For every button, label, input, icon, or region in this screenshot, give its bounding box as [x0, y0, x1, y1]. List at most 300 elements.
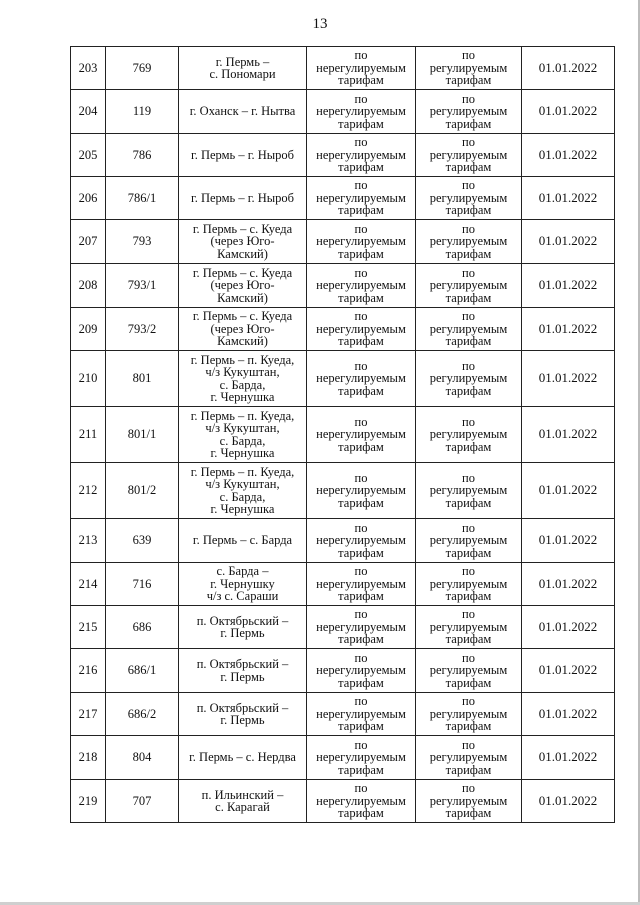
cell-line: регулируемым [429, 278, 508, 293]
cell-text: 218 [78, 750, 98, 765]
cell-line: г. Пермь [220, 626, 265, 640]
tariff-cell [416, 351, 522, 407]
cell-line: ч/з Кукуштан, [205, 365, 280, 379]
cell-line: с. Карагай [215, 800, 270, 814]
cell-line: тарифам [338, 439, 384, 454]
cell-text: 01.01.2022 [538, 320, 598, 336]
cell-line: по [462, 309, 475, 324]
cell-line: тарифам [445, 246, 492, 261]
cell-line: нерегулируемым [316, 576, 406, 591]
cell-line: с. Барда, [219, 377, 266, 392]
cell-line: нерегулируемым [316, 278, 406, 293]
date-cell [522, 134, 615, 177]
cell-line: п. Октябрьский – [196, 613, 289, 628]
cell-line: тарифам [338, 383, 384, 398]
route-path-cell [179, 780, 307, 823]
cell-line: нерегулируемым [316, 104, 406, 119]
cell-line: тарифам [445, 495, 492, 510]
route-path-cell [179, 463, 307, 519]
date-cell [522, 308, 615, 351]
cell-line: тарифам [338, 762, 384, 777]
row-number-cell [71, 407, 106, 463]
cell-line: регулируемым [429, 104, 508, 119]
tariff-cell [307, 308, 416, 351]
cell-line: тарифам [445, 290, 492, 305]
cell-line: тарифам [445, 632, 492, 647]
row-number-cell [71, 47, 106, 90]
cell-text: 01.01.2022 [538, 103, 598, 119]
cell-text: 216 [78, 663, 98, 678]
cell-text: 786/1 [127, 190, 157, 205]
cell-text: 207 [78, 234, 98, 249]
tariff-cell [416, 780, 522, 823]
cell-text: 01.01.2022 [538, 705, 598, 721]
cell-line: регулируемым [429, 60, 508, 75]
tariff-cell [416, 649, 522, 693]
cell-line: по [354, 221, 368, 236]
cell-line: по [354, 694, 368, 709]
cell-line: нерегулируемым [316, 147, 406, 162]
cell-line: с. Барда, [219, 489, 266, 504]
cell-line: тарифам [338, 806, 384, 821]
cell-line: нерегулируемым [316, 60, 406, 75]
cell-line: по [354, 91, 368, 106]
cell-text: 208 [78, 278, 98, 293]
tariff-cell [416, 308, 522, 351]
cell-line: тарифам [445, 545, 492, 560]
cell-line: регулируемым [429, 190, 508, 205]
cell-text: 769 [132, 60, 152, 75]
cell-line: по [354, 564, 368, 579]
table-row [71, 308, 615, 351]
cell-line: по [462, 414, 475, 429]
cell-text: 801 [132, 371, 152, 386]
cell-line: по [462, 178, 475, 193]
cell-text: 793 [132, 234, 152, 249]
tariff-cell [416, 519, 522, 563]
cell-line: по [354, 650, 368, 665]
cell-text: 01.01.2022 [538, 277, 598, 293]
cell-line: по [462, 737, 475, 752]
cell-line: нерегулируемым [316, 706, 406, 721]
cell-line: нерегулируемым [316, 750, 406, 765]
cell-line: нерегулируемым [316, 321, 406, 336]
route-path-cell [179, 606, 307, 649]
table-row [71, 220, 615, 264]
route-path-cell [179, 736, 307, 780]
cell-line: по [462, 520, 475, 535]
tariff-cell [307, 134, 416, 177]
cell-text: 01.01.2022 [538, 749, 598, 765]
cell-line: г. Пермь – с. Барда [192, 533, 293, 548]
cell-line: нерегулируемым [316, 533, 406, 548]
cell-line: тарифам [338, 334, 384, 349]
tariff-cell [416, 134, 522, 177]
cell-text: 01.01.2022 [538, 189, 598, 205]
date-cell [522, 780, 615, 823]
tariff-cell [307, 351, 416, 407]
cell-line: по [354, 178, 368, 193]
cell-line: регулируемым [429, 619, 508, 634]
date-cell [522, 47, 615, 90]
cell-line: г. Пермь – с. Нердва [189, 750, 296, 765]
date-cell [522, 351, 615, 407]
route-number-cell [106, 134, 179, 177]
row-number-cell [71, 351, 106, 407]
cell-text: 01.01.2022 [538, 532, 598, 548]
tariff-cell [416, 90, 522, 134]
cell-line: г. Пермь – п. Куеда, [190, 464, 295, 479]
cell-line: по [354, 309, 368, 324]
table-row [71, 90, 615, 134]
tariff-cell [307, 177, 416, 220]
cell-line: регулируемым [429, 321, 508, 336]
cell-line: тарифам [445, 203, 492, 218]
cell-line: тарифам [445, 116, 492, 131]
row-number-cell [71, 264, 106, 308]
cell-line: п. Октябрьский – [196, 657, 289, 671]
table-row [71, 693, 615, 736]
cell-line: с. Барда, [219, 433, 266, 448]
table-row [71, 780, 615, 823]
cell-line: по [354, 520, 368, 535]
date-cell [522, 736, 615, 780]
cell-line: (через Юго- [210, 234, 275, 249]
table-row [71, 649, 615, 693]
cell-line: ч/з Кукуштан, [205, 421, 280, 435]
route-number-cell [106, 563, 179, 606]
cell-text: 213 [78, 533, 98, 548]
cell-line: регулируемым [429, 706, 508, 721]
tariff-cell [416, 563, 522, 606]
cell-text: 686/2 [127, 706, 157, 721]
route-path-cell [179, 134, 307, 177]
cell-line: тарифам [338, 203, 384, 218]
cell-line: г. Пермь – с. Куеда [192, 265, 293, 280]
cell-line: регулируемым [429, 576, 508, 591]
route-path-cell [179, 563, 307, 606]
tariff-cell [307, 519, 416, 563]
cell-line: нерегулируемым [316, 619, 406, 634]
date-cell [522, 649, 615, 693]
cell-line: г. Пермь – [215, 54, 270, 69]
cell-line: г. Пермь – с. Куеда [192, 309, 293, 324]
cell-line: по [462, 694, 475, 709]
row-number-cell [71, 134, 106, 177]
row-number-cell [71, 220, 106, 264]
table-row [71, 563, 615, 606]
route-number-cell [106, 780, 179, 823]
cell-line: г. Пермь – п. Куеда, [190, 408, 295, 423]
cell-line: нерегулируемым [316, 427, 406, 442]
cell-line: регулируемым [429, 483, 508, 498]
cell-line: г. Пермь [220, 669, 265, 684]
cell-line: Камский) [217, 290, 268, 305]
row-number-cell [71, 563, 106, 606]
cell-line: г. Чернушка [210, 446, 275, 460]
cell-text: 01.01.2022 [538, 482, 598, 498]
cell-line: тарифам [338, 116, 384, 131]
cell-line: по [354, 470, 368, 485]
row-number-cell [71, 177, 106, 220]
cell-line: с. Барда – [216, 564, 269, 579]
page-number: 13 [312, 16, 328, 32]
cell-line: по [354, 607, 368, 622]
cell-line: регулируемым [429, 371, 508, 386]
cell-line: нерегулируемым [316, 234, 406, 249]
cell-line: по [462, 91, 475, 106]
cell-line: регулируемым [429, 147, 508, 162]
table-row [71, 463, 615, 519]
cell-text: 212 [78, 483, 98, 498]
cell-line: регулируемым [429, 427, 508, 442]
cell-line: по [462, 221, 475, 236]
cell-line: г. Чернушка [210, 502, 275, 516]
routes-table [70, 46, 615, 823]
cell-text: 214 [78, 576, 98, 591]
table-row [71, 519, 615, 563]
route-path-cell [179, 90, 307, 134]
cell-text: 01.01.2022 [538, 662, 598, 678]
tariff-cell [416, 463, 522, 519]
row-number-cell [71, 780, 106, 823]
tariff-cell [307, 693, 416, 736]
cell-line: по [462, 358, 475, 373]
route-number-cell [106, 736, 179, 780]
cell-text: 204 [78, 104, 98, 119]
date-cell [522, 177, 615, 220]
date-cell [522, 90, 615, 134]
route-number-cell [106, 649, 179, 693]
tariff-cell [416, 177, 522, 220]
route-path-cell [179, 407, 307, 463]
cell-line: тарифам [338, 589, 384, 604]
cell-line: (через Юго- [210, 321, 275, 336]
cell-line: тарифам [445, 719, 492, 734]
cell-text: 119 [132, 104, 152, 119]
route-path-cell [179, 308, 307, 351]
cell-line: по [462, 265, 475, 280]
cell-line: по [462, 781, 475, 796]
table-row [71, 606, 615, 649]
cell-line: тарифам [445, 806, 492, 821]
cell-text: 716 [132, 576, 152, 591]
cell-line: тарифам [445, 334, 492, 349]
cell-line: п. Октябрьский – [196, 700, 289, 715]
route-number-cell [106, 47, 179, 90]
routes-table-body [71, 47, 615, 823]
cell-text: 01.01.2022 [538, 146, 598, 162]
cell-text: 707 [132, 793, 152, 808]
cell-line: г. Пермь – г. Ныроб [191, 147, 294, 162]
table-row [71, 264, 615, 308]
route-number-cell [106, 177, 179, 220]
cell-line: тарифам [445, 675, 492, 690]
row-number-cell [71, 736, 106, 780]
cell-line: нерегулируемым [316, 483, 406, 498]
row-number-cell [71, 693, 106, 736]
route-path-cell [179, 177, 307, 220]
tariff-cell [416, 220, 522, 264]
cell-line: тарифам [338, 495, 384, 510]
cell-text: 206 [78, 190, 98, 205]
cell-line: г. Оханск – г. Нытва [189, 104, 296, 119]
tariff-cell [416, 606, 522, 649]
cell-text: 01.01.2022 [538, 792, 598, 808]
date-cell [522, 563, 615, 606]
route-path-cell [179, 693, 307, 736]
table-row [71, 134, 615, 177]
cell-text: 801/2 [127, 483, 157, 498]
cell-line: тарифам [445, 589, 492, 604]
tariff-cell [307, 563, 416, 606]
cell-line: ч/з с. Сараши [206, 589, 279, 604]
cell-text: 01.01.2022 [538, 426, 598, 442]
table-row [71, 407, 615, 463]
date-cell [522, 407, 615, 463]
cell-line: г. Пермь – п. Куеда, [190, 352, 295, 367]
cell-text: 804 [132, 750, 152, 765]
cell-line: (через Юго- [210, 278, 275, 293]
cell-line: тарифам [445, 73, 492, 88]
cell-line: тарифам [338, 73, 384, 88]
table-row [71, 351, 615, 407]
cell-text: 211 [78, 427, 98, 442]
tariff-cell [307, 264, 416, 308]
cell-line: тарифам [338, 545, 384, 560]
cell-line: по [354, 414, 368, 429]
cell-text: 801/1 [127, 427, 157, 442]
table-row [71, 736, 615, 780]
date-cell [522, 606, 615, 649]
route-number-cell [106, 407, 179, 463]
row-number-cell [71, 308, 106, 351]
cell-line: г. Пермь – с. Куеда [192, 221, 293, 236]
cell-line: г. Пермь – г. Ныроб [191, 190, 294, 205]
cell-line: ч/з Кукуштан, [205, 477, 280, 491]
cell-line: по [462, 135, 475, 150]
route-number-cell [106, 519, 179, 563]
route-number-cell [106, 693, 179, 736]
cell-line: по [462, 607, 475, 622]
cell-text: 686 [132, 619, 152, 634]
cell-text: 01.01.2022 [538, 618, 598, 634]
cell-line: по [462, 470, 475, 485]
cell-text: 01.01.2022 [538, 370, 598, 386]
tariff-cell [307, 463, 416, 519]
tariff-cell [307, 220, 416, 264]
cell-text: 205 [78, 147, 98, 162]
date-cell [522, 693, 615, 736]
cell-line: тарифам [445, 762, 492, 777]
cell-line: по [354, 135, 368, 150]
cell-line: по [462, 650, 475, 665]
tariff-cell [307, 606, 416, 649]
cell-line: г. Чернушка [210, 390, 275, 404]
cell-line: нерегулируемым [316, 371, 406, 386]
cell-line: по [354, 265, 368, 280]
cell-line: по [354, 358, 368, 373]
cell-line: нерегулируемым [316, 793, 406, 808]
cell-text: 219 [78, 793, 98, 808]
tariff-cell [307, 736, 416, 780]
cell-text: 793/1 [127, 278, 157, 293]
date-cell [522, 220, 615, 264]
route-number-cell [106, 606, 179, 649]
tariff-cell [307, 649, 416, 693]
cell-line: тарифам [338, 675, 384, 690]
cell-text: 01.01.2022 [538, 59, 598, 75]
route-number-cell [106, 351, 179, 407]
cell-text: 686/1 [127, 663, 157, 678]
cell-text: 203 [78, 60, 98, 75]
cell-line: по [354, 737, 368, 752]
route-path-cell [179, 649, 307, 693]
cell-text: 01.01.2022 [538, 233, 598, 249]
cell-line: г. Пермь [220, 713, 265, 727]
route-path-cell [179, 264, 307, 308]
cell-line: регулируемым [429, 234, 508, 249]
cell-line: регулируемым [429, 793, 508, 808]
cell-line: тарифам [445, 439, 492, 454]
cell-line: Камский) [217, 334, 268, 349]
cell-line: тарифам [445, 160, 492, 175]
row-number-cell [71, 90, 106, 134]
table-row [71, 177, 615, 220]
tariff-cell [307, 47, 416, 90]
route-path-cell [179, 351, 307, 407]
cell-line: п. Ильинский – [201, 787, 284, 802]
cell-line: тарифам [338, 160, 384, 175]
cell-text: 209 [78, 321, 98, 336]
row-number-cell [71, 606, 106, 649]
cell-line: нерегулируемым [316, 663, 406, 678]
cell-line: Камский) [217, 246, 268, 261]
cell-line: регулируемым [429, 663, 508, 678]
cell-line: по [462, 48, 475, 63]
cell-line: тарифам [445, 383, 492, 398]
route-path-cell [179, 519, 307, 563]
tariff-cell [416, 693, 522, 736]
date-cell [522, 519, 615, 563]
cell-text: 215 [78, 619, 98, 634]
cell-text: 793/2 [127, 321, 157, 336]
cell-text: 639 [132, 533, 152, 548]
tariff-cell [307, 407, 416, 463]
route-number-cell [106, 308, 179, 351]
cell-line: по [354, 48, 368, 63]
cell-line: тарифам [338, 719, 384, 734]
date-cell [522, 264, 615, 308]
cell-line: г. Чернушку [210, 576, 275, 591]
cell-line: нерегулируемым [316, 190, 406, 205]
cell-line: тарифам [338, 632, 384, 647]
tariff-cell [307, 90, 416, 134]
table-row [71, 47, 615, 90]
tariff-cell [416, 407, 522, 463]
route-path-cell [179, 47, 307, 90]
route-number-cell [106, 463, 179, 519]
row-number-cell [71, 649, 106, 693]
tariff-cell [307, 780, 416, 823]
cell-line: тарифам [338, 290, 384, 305]
date-cell [522, 463, 615, 519]
cell-line: тарифам [338, 246, 384, 261]
cell-line: регулируемым [429, 750, 508, 765]
cell-line: с. Пономари [209, 67, 276, 81]
cell-line: по [462, 564, 475, 579]
tariff-cell [416, 264, 522, 308]
